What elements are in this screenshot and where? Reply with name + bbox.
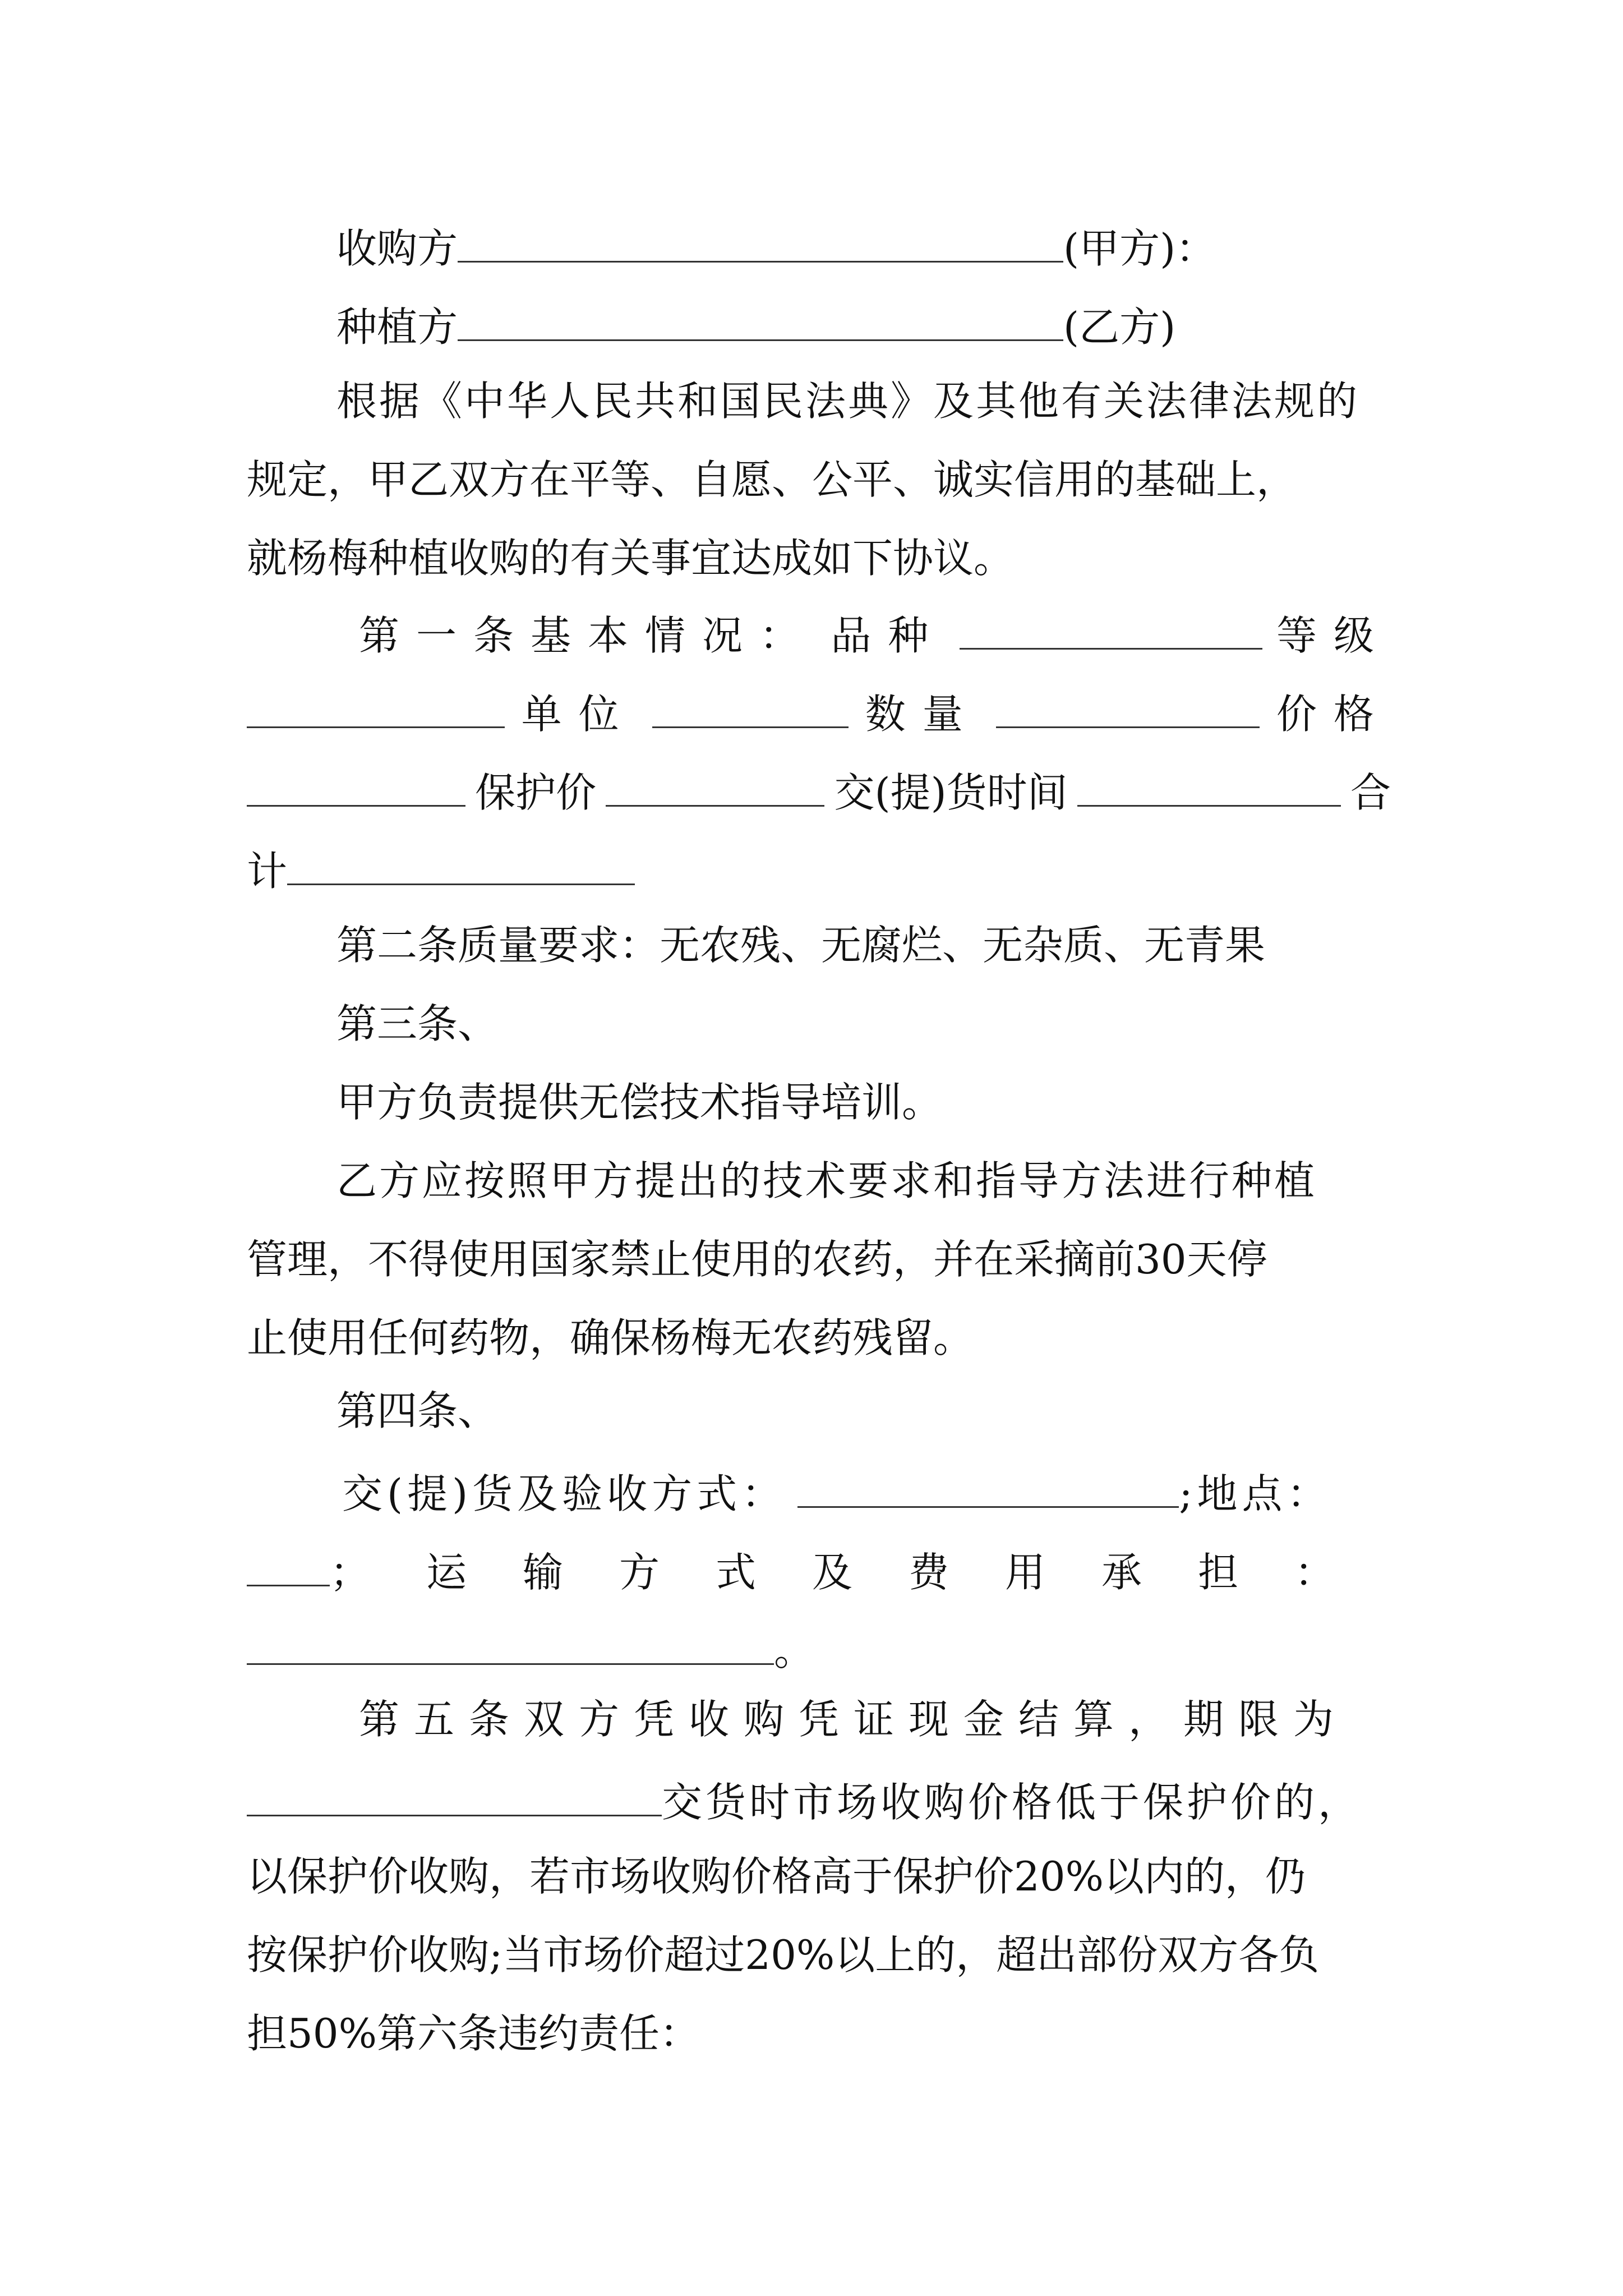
intro-line-2: 规定，甲乙双方在平等、自愿、公平、诚实信用的基础上， <box>247 456 1297 503</box>
article1-total-label-b: 计 <box>247 848 288 895</box>
article3-p2-line-3: 止使用任何药物，确保杨梅无农药残留。 <box>247 1314 974 1361</box>
article4-line-3 <box>247 1618 1391 1674</box>
article1-quantity-label: 数量 <box>865 691 980 738</box>
article1-variety-label: 品种 <box>831 612 946 659</box>
article4-line-2 <box>247 1540 1391 1596</box>
article5-line-5: 担50%第六条违约责任： <box>247 2010 700 2057</box>
party-b-blank[interactable] <box>458 295 1063 341</box>
total-blank[interactable] <box>287 839 635 885</box>
article5-line-4: 按保护价收购;当市场价超过20%以上的，超出部份双方各负 <box>247 1931 1320 1978</box>
place-blank[interactable] <box>247 1540 330 1586</box>
intro-line-1: 根据《中华人民共和国民法典》及其他有关法律法规的 <box>336 378 1360 425</box>
article1-line-2 <box>247 682 1391 738</box>
article1-protect-price-label: 保护价 <box>475 769 597 816</box>
article3-heading: 第三条、 <box>336 1000 499 1047</box>
quantity-blank[interactable] <box>996 682 1260 728</box>
party-a-line <box>336 216 1391 272</box>
article1-line-1 <box>359 603 1391 659</box>
party-b-line <box>336 295 1391 351</box>
article1-grade-label: 等级 <box>1276 612 1391 659</box>
delivery-time-blank[interactable] <box>1077 760 1341 807</box>
article4-line-1 <box>342 1461 1391 1517</box>
article4-place-label: ;地点： <box>1179 1470 1332 1517</box>
article1-unit-label: 单位 <box>521 691 636 738</box>
article3-p1: 甲方负责提供无偿技术指导培训。 <box>336 1079 943 1126</box>
article2-line: 第二条质量要求：无农残、无腐烂、无杂质、无青果 <box>336 922 1266 969</box>
intro-line-3: 就杨梅种植收购的有关事宜达成如下协议。 <box>247 535 1015 582</box>
article4-method-label: 交(提)货及验收方式： <box>342 1470 787 1517</box>
article1-price-label: 价格 <box>1276 691 1391 738</box>
article1-delivery-time-label: 交(提)货时间 <box>834 769 1068 816</box>
price-blank[interactable] <box>247 760 465 807</box>
method-blank[interactable] <box>797 1461 1179 1508</box>
unit-blank[interactable] <box>652 682 849 728</box>
article1-line-4 <box>247 839 1391 895</box>
article4-transport-label: ；运输方式及费用承担： <box>329 1549 1391 1596</box>
party-b-suffix: (乙方) <box>1063 303 1176 351</box>
article3-p2-line-1: 乙方应按照甲方提出的技术要求和指导方法进行种植 <box>336 1157 1317 1204</box>
party-a-label: 收购方 <box>336 225 458 272</box>
article3-p2-line-2: 管理，不得使用国家禁止使用的农药，并在采摘前30天停 <box>247 1236 1267 1283</box>
article5-line-2-text: 交货时市场收购价格低于保护价的， <box>662 1779 1362 1826</box>
transport-blank[interactable] <box>247 1618 774 1665</box>
party-a-blank[interactable] <box>458 216 1063 263</box>
party-a-suffix: (甲方)： <box>1063 225 1216 272</box>
article5-line-3: 以保护价收购，若市场收购价格高于保护价20%以内的，仍 <box>247 1853 1306 1900</box>
variety-blank[interactable] <box>960 603 1262 650</box>
article1-heading: 第一条基本情况： <box>359 612 817 659</box>
article4-end: 。 <box>774 1627 815 1674</box>
article1-line-3 <box>247 760 1391 816</box>
protect-price-blank[interactable] <box>606 760 824 807</box>
party-b-label: 种植方 <box>336 303 458 351</box>
settlement-period-blank[interactable] <box>247 1770 662 1816</box>
grade-blank[interactable] <box>247 682 505 728</box>
article4-heading: 第四条、 <box>336 1387 499 1434</box>
article5-line-1: 第五条双方凭收购凭证现金结算，期限为 <box>359 1696 1349 1743</box>
article5-line-2 <box>247 1770 1391 1826</box>
article1-total-label-a: 合 <box>1350 769 1391 816</box>
